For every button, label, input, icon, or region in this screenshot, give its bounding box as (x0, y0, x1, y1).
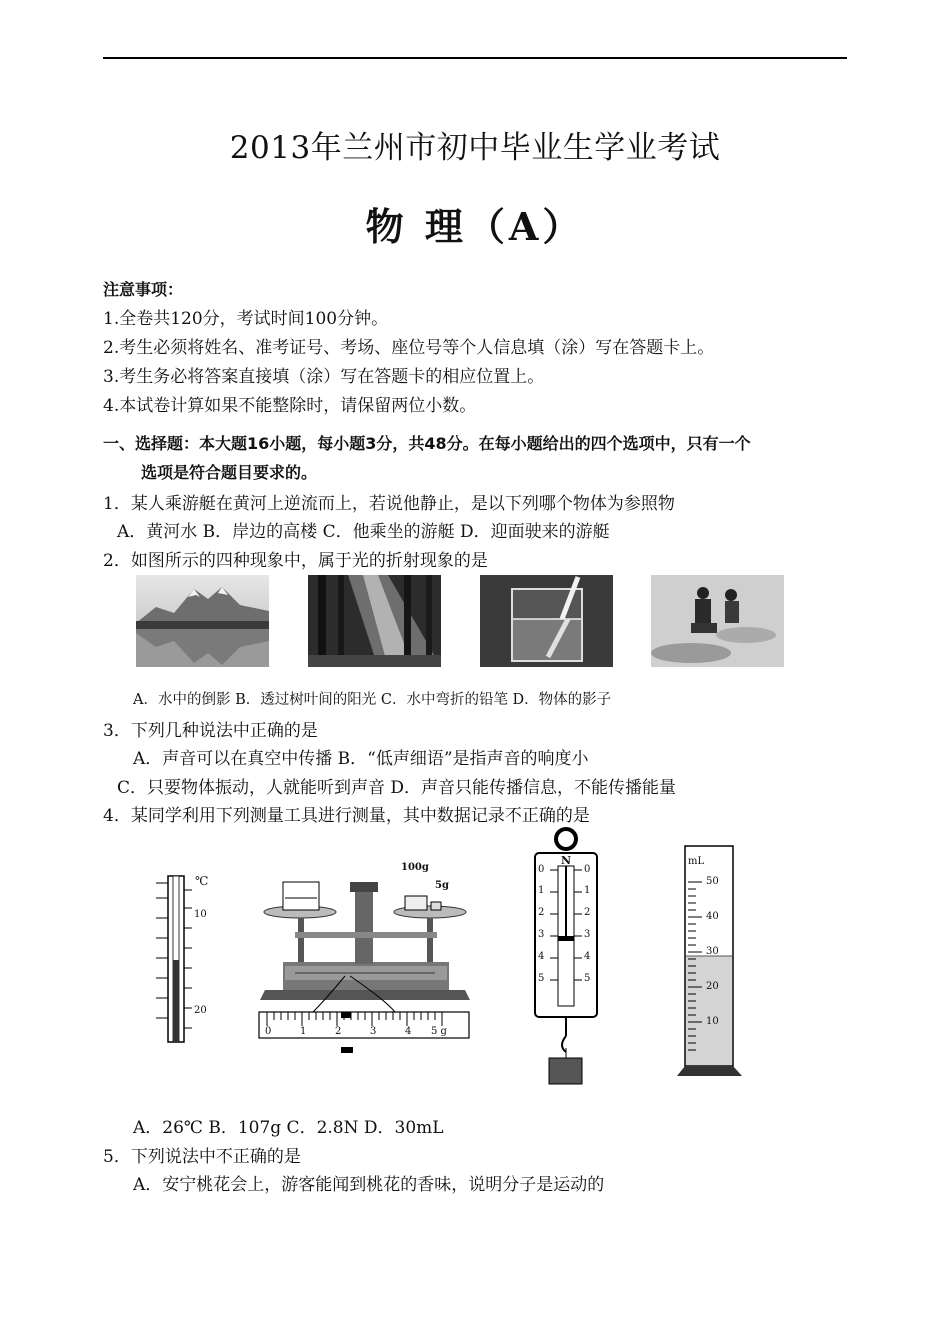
spring-tick-4-right: 4 (584, 951, 591, 962)
balance-scale-4: 4 (405, 1026, 412, 1037)
notice-item-3: 3.考生务必将答案直接填（涂）写在答题卡的相应位置上。 (103, 367, 545, 387)
notice-heading: 注意事项： (103, 280, 184, 299)
balance-scale-2: 2 (335, 1026, 342, 1037)
spring-tick-1: 1 (538, 885, 545, 896)
spring-scale-unit: N (561, 854, 572, 867)
question-1-options: A．黄河水 B．岸边的高楼 C．他乘坐的游艇 D．迎面驶来的游艇 (117, 522, 610, 542)
spring-tick-5-right: 5 (584, 973, 591, 984)
spring-tick-0-right: 0 (584, 864, 591, 875)
question-2-options: A．水中的倒影 B．透过树叶间的阳光 C．水中弯折的铅笔 D．物体的影子 (133, 692, 612, 708)
notice-item-2: 2.考生必须将姓名、准考证号、考场、座位号等个人信息填（涂）写在答题卡上。 (103, 338, 715, 358)
question-5-option-a: A．安宁桃花会上，游客能闻到桃花的香味，说明分子是运动的 (133, 1175, 605, 1195)
spring-tick-5: 5 (538, 973, 545, 984)
thermometer-unit: ℃ (195, 874, 209, 888)
question-3-options-1: A．声音可以在真空中传播 B．“低声细语”是指声音的响度小 (133, 749, 589, 769)
question-1: 1．某人乘游艇在黄河上逆流而上，若说他静止，是以下列哪个物体为参照物 (103, 494, 675, 514)
exam-title: 2013年兰州市初中毕业生学业考试 (229, 130, 721, 166)
spring-tick-0: 0 (538, 864, 545, 875)
question-2: 2．如图所示的四种现象中，属于光的折射现象的是 (103, 551, 488, 571)
cylinder-tick-20: 20 (706, 981, 719, 992)
graduated-cylinder-figure (674, 842, 746, 1080)
balance-figure (255, 860, 475, 1060)
question-4: 4．某同学利用下列测量工具进行测量，其中数据记录不正确的是 (103, 806, 590, 826)
question-3: 3．下列几种说法中正确的是 (103, 721, 318, 741)
cylinder-unit: mL (688, 856, 705, 867)
cylinder-tick-40: 40 (706, 911, 719, 922)
thermometer-label-20: 20 (194, 1005, 207, 1016)
photo-sunlight-through-trees (308, 575, 441, 667)
balance-scale-3: 3 (370, 1026, 377, 1037)
weight-100g-label: 100g (401, 862, 429, 873)
photo-bent-pencil-in-water (480, 575, 613, 667)
photo-mountain-reflection (136, 575, 269, 667)
spring-tick-2: 2 (538, 907, 545, 918)
thermometer-figure (140, 868, 220, 1048)
cylinder-tick-10: 10 (706, 1016, 719, 1027)
question-4-options: A．26℃ B．107g C．2.8N D．30mL (133, 1118, 444, 1138)
question-5: 5．下列说法中不正确的是 (103, 1147, 301, 1167)
top-rule (103, 57, 847, 59)
balance-scale-0: 0 (265, 1026, 272, 1037)
balance-scale-5: 5 g (431, 1026, 447, 1037)
spring-tick-3: 3 (538, 929, 545, 940)
photo-shadows (651, 575, 784, 667)
spring-tick-3-right: 3 (584, 929, 591, 940)
section-heading: 一、选择题：本大题16小题，每小题3分，共48分。在每小题给出的四个选项中，只有一个 (103, 434, 751, 453)
section-heading-cont: 选项是符合题目要求的。 (141, 463, 318, 482)
balance-scale-1: 1 (300, 1026, 307, 1037)
spring-scale-figure (528, 826, 608, 1088)
question-3-options-2: C．只要物体振动，人就能听到声音 D．声音只能传播信息，不能传播能量 (117, 778, 677, 798)
notice-item-1: 1.全卷共120分，考试时间100分钟。 (103, 309, 389, 329)
cylinder-tick-50: 50 (706, 876, 719, 887)
spring-tick-4: 4 (538, 951, 545, 962)
spring-tick-1-right: 1 (584, 885, 591, 896)
spring-tick-2-right: 2 (584, 907, 591, 918)
weight-5g-label: 5g (435, 880, 449, 891)
cylinder-tick-30: 30 (706, 946, 719, 957)
notice-item-4: 4.本试卷计算如果不能整除时，请保留两位小数。 (103, 396, 477, 416)
thermometer-label-10: 10 (194, 909, 207, 920)
subject-title: 物 理（A） (365, 204, 585, 249)
